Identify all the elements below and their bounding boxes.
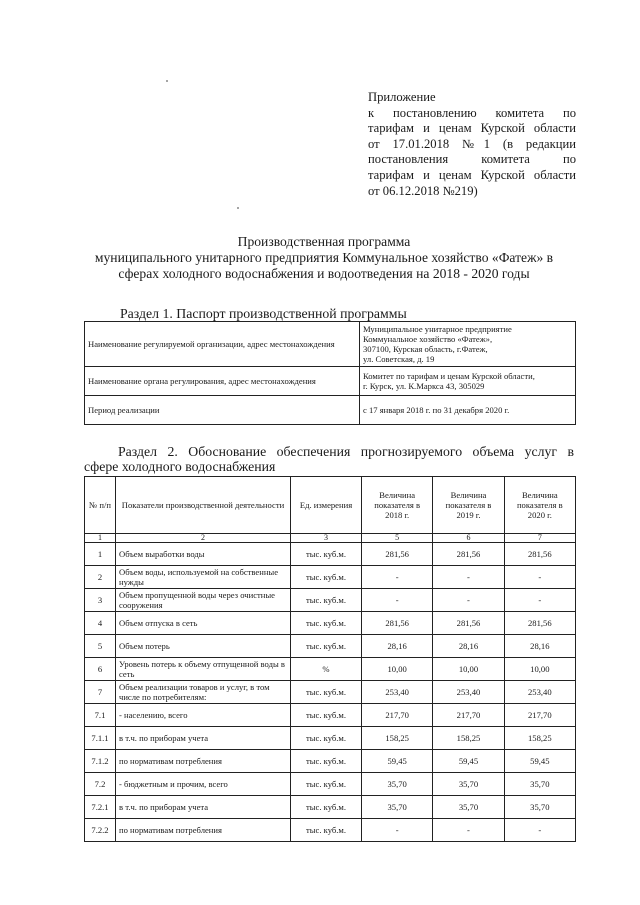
table-row (85, 612, 576, 635)
document-title (40, 234, 608, 282)
section1-heading: Раздел 1. Паспорт производственной программы (120, 306, 407, 321)
row-indicator: Объем выработки воды (116, 543, 291, 566)
row-number: 6 (85, 658, 116, 681)
row-value-2018: - (362, 566, 433, 589)
appendix-line: Приложение (368, 90, 436, 104)
passport-value (360, 322, 576, 367)
row-value-2019: 28,16 (433, 635, 504, 658)
row-value-2020: 281,56 (504, 612, 575, 635)
passport-row (85, 396, 576, 425)
row-value-2018: - (362, 589, 433, 612)
row-value-2018: 253,40 (362, 681, 433, 704)
table-row (85, 773, 576, 796)
row-unit: тыс. куб.м. (291, 796, 362, 819)
row-value-2019: 35,70 (433, 796, 504, 819)
appendix-line: от 06.12.2018 №219) (368, 183, 478, 198)
passport-value-line: Муниципальное унитарное предприятие (363, 324, 512, 334)
row-unit: тыс. куб.м. (291, 819, 362, 842)
row-value-2020: 158,25 (504, 727, 575, 750)
table-row (85, 750, 576, 773)
row-value-2020: 35,70 (504, 796, 575, 819)
row-value-2019: - (433, 589, 504, 612)
row-value-2020: 281,56 (504, 543, 575, 566)
column-number: 7 (504, 534, 575, 543)
section2-heading-line: Раздел 2. Обоснование обеспечения прогнозируемого объема услуг в (118, 444, 574, 459)
table-row (85, 681, 576, 704)
row-value-2018: 59,45 (362, 750, 433, 773)
row-value-2019: 281,56 (433, 543, 504, 566)
title-line: сферах холодного водоснабжения и водоотведения на 2018 - 2020 годы (118, 266, 530, 281)
row-value-2019: - (433, 819, 504, 842)
passport-value (360, 396, 576, 425)
table-row (85, 635, 576, 658)
row-value-2020: - (504, 819, 575, 842)
row-unit: тыс. куб.м. (291, 589, 362, 612)
table-row (85, 704, 576, 727)
row-value-2018: 281,56 (362, 612, 433, 635)
row-value-2019: 10,00 (433, 658, 504, 681)
appendix-line: от 17.01.2018 №1 (в редакции (368, 136, 576, 151)
scan-speck (237, 207, 239, 209)
row-unit: тыс. куб.м. (291, 635, 362, 658)
row-indicator: Объем отпуска в сеть (116, 612, 291, 635)
header-num: № п/п (85, 477, 116, 534)
row-value-2019: 59,45 (433, 750, 504, 773)
passport-row (85, 322, 576, 367)
table-row (85, 819, 576, 842)
row-indicator: Объем пропущенной воды через очистные сооружения (116, 589, 291, 612)
appendix-note (368, 90, 576, 199)
row-value-2019: 35,70 (433, 773, 504, 796)
header-2019: Величина показателя в 2019 г. (433, 477, 504, 534)
row-unit: тыс. куб.м. (291, 566, 362, 589)
row-number: 1 (85, 543, 116, 566)
row-value-2019: 217,70 (433, 704, 504, 727)
appendix-line: тарифам и ценам Курской области (368, 167, 576, 182)
row-number: 3 (85, 589, 116, 612)
row-value-2018: 10,00 (362, 658, 433, 681)
appendix-line: тарифам и ценам Курской области (368, 121, 576, 136)
row-value-2020: 217,70 (504, 704, 575, 727)
table-row (85, 658, 576, 681)
title-line: Производственная программа (237, 234, 411, 249)
row-indicator: Объем потерь (116, 635, 291, 658)
row-value-2018: 281,56 (362, 543, 433, 566)
row-unit: тыс. куб.м. (291, 750, 362, 773)
row-value-2019: 158,25 (433, 727, 504, 750)
passport-value-line: Коммунальное хозяйство «Фатеж», (363, 334, 493, 344)
table-row (85, 589, 576, 612)
header-unit: Ед. измерения (291, 477, 362, 534)
header-indicator: Показатели производственной деятельности (116, 477, 291, 534)
row-value-2018: 217,70 (362, 704, 433, 727)
row-indicator: Объем реализации товаров и услуг, в том числе по потребителям: (116, 681, 291, 704)
row-number: 7 (85, 681, 116, 704)
header-2018: Величина показателя в 2018 г. (362, 477, 433, 534)
row-value-2019: 253,40 (433, 681, 504, 704)
column-number: 5 (362, 534, 433, 543)
row-unit: тыс. куб.м. (291, 727, 362, 750)
section2-heading-line: сфере холодного водоснабжения (84, 459, 276, 474)
passport-label: Период реализации (85, 396, 360, 425)
table-body (85, 543, 576, 842)
row-value-2018: 158,25 (362, 727, 433, 750)
row-number: 7.2.1 (85, 796, 116, 819)
table-row (85, 796, 576, 819)
table-row (85, 727, 576, 750)
row-indicator: Объем воды, используемой на собственные нужды (116, 566, 291, 589)
passport-value-line: Комитет по тарифам и ценам Курской области, (363, 371, 535, 381)
passport-row (85, 367, 576, 396)
row-number: 7.2.2 (85, 819, 116, 842)
section2-heading (84, 444, 574, 474)
row-value-2018: - (362, 819, 433, 842)
row-number: 5 (85, 635, 116, 658)
column-number: 6 (433, 534, 504, 543)
row-value-2019: 281,56 (433, 612, 504, 635)
column-number: 1 (85, 534, 116, 543)
row-number: 7.1.2 (85, 750, 116, 773)
row-number: 4 (85, 612, 116, 635)
row-indicator: в т.ч. по приборам учета (116, 796, 291, 819)
row-value-2020: - (504, 589, 575, 612)
passport-value-line: ул. Советская, д. 19 (363, 354, 435, 364)
row-number: 7.1 (85, 704, 116, 727)
row-value-2019: - (433, 566, 504, 589)
scan-speck (166, 80, 168, 82)
passport-table (84, 321, 576, 425)
header-2020: Величина показателя в 2020 г. (504, 477, 575, 534)
row-value-2018: 35,70 (362, 796, 433, 819)
row-value-2020: - (504, 566, 575, 589)
column-number: 3 (291, 534, 362, 543)
row-unit: тыс. куб.м. (291, 543, 362, 566)
column-number: 2 (116, 534, 291, 543)
table-row (85, 566, 576, 589)
row-indicator: - населению, всего (116, 704, 291, 727)
passport-value-line: 307100, Курская область, г.Фатеж, (363, 344, 488, 354)
row-number: 7.2 (85, 773, 116, 796)
column-numbering-row (85, 534, 576, 543)
row-number: 2 (85, 566, 116, 589)
row-value-2020: 10,00 (504, 658, 575, 681)
row-indicator: по нормативам потребления (116, 750, 291, 773)
passport-value-line: г. Курск, ул. К.Маркса 43, 305029 (363, 381, 485, 391)
appendix-line: постановления комитета по (368, 152, 576, 167)
row-value-2020: 35,70 (504, 773, 575, 796)
table-row (85, 543, 576, 566)
row-indicator: в т.ч. по приборам учета (116, 727, 291, 750)
row-value-2018: 28,16 (362, 635, 433, 658)
table-header-row (85, 477, 576, 534)
passport-label: Наименование регулируемой организации, адрес местонахождения (85, 322, 360, 367)
title-line: муниципального унитарного предприятия Коммунальное хозяйство «Фатеж» в (94, 250, 554, 265)
passport-label: Наименование органа регулирования, адрес местонахождения (85, 367, 360, 396)
row-unit: % (291, 658, 362, 681)
row-indicator: Уровень потерь к объему отпущенной воды в сеть (116, 658, 291, 681)
passport-value (360, 367, 576, 396)
indicators-table (84, 476, 576, 842)
row-indicator: - бюджетным и прочим, всего (116, 773, 291, 796)
passport-value-line: с 17 января 2018 г. по 31 декабря 2020 г. (363, 405, 510, 415)
appendix-line: к постановлению комитета по (368, 105, 576, 120)
row-unit: тыс. куб.м. (291, 612, 362, 635)
row-value-2020: 28,16 (504, 635, 575, 658)
row-number: 7.1.1 (85, 727, 116, 750)
row-value-2020: 253,40 (504, 681, 575, 704)
row-value-2020: 59,45 (504, 750, 575, 773)
row-unit: тыс. куб.м. (291, 681, 362, 704)
row-value-2018: 35,70 (362, 773, 433, 796)
row-unit: тыс. куб.м. (291, 773, 362, 796)
row-indicator: по нормативам потребления (116, 819, 291, 842)
row-unit: тыс. куб.м. (291, 704, 362, 727)
